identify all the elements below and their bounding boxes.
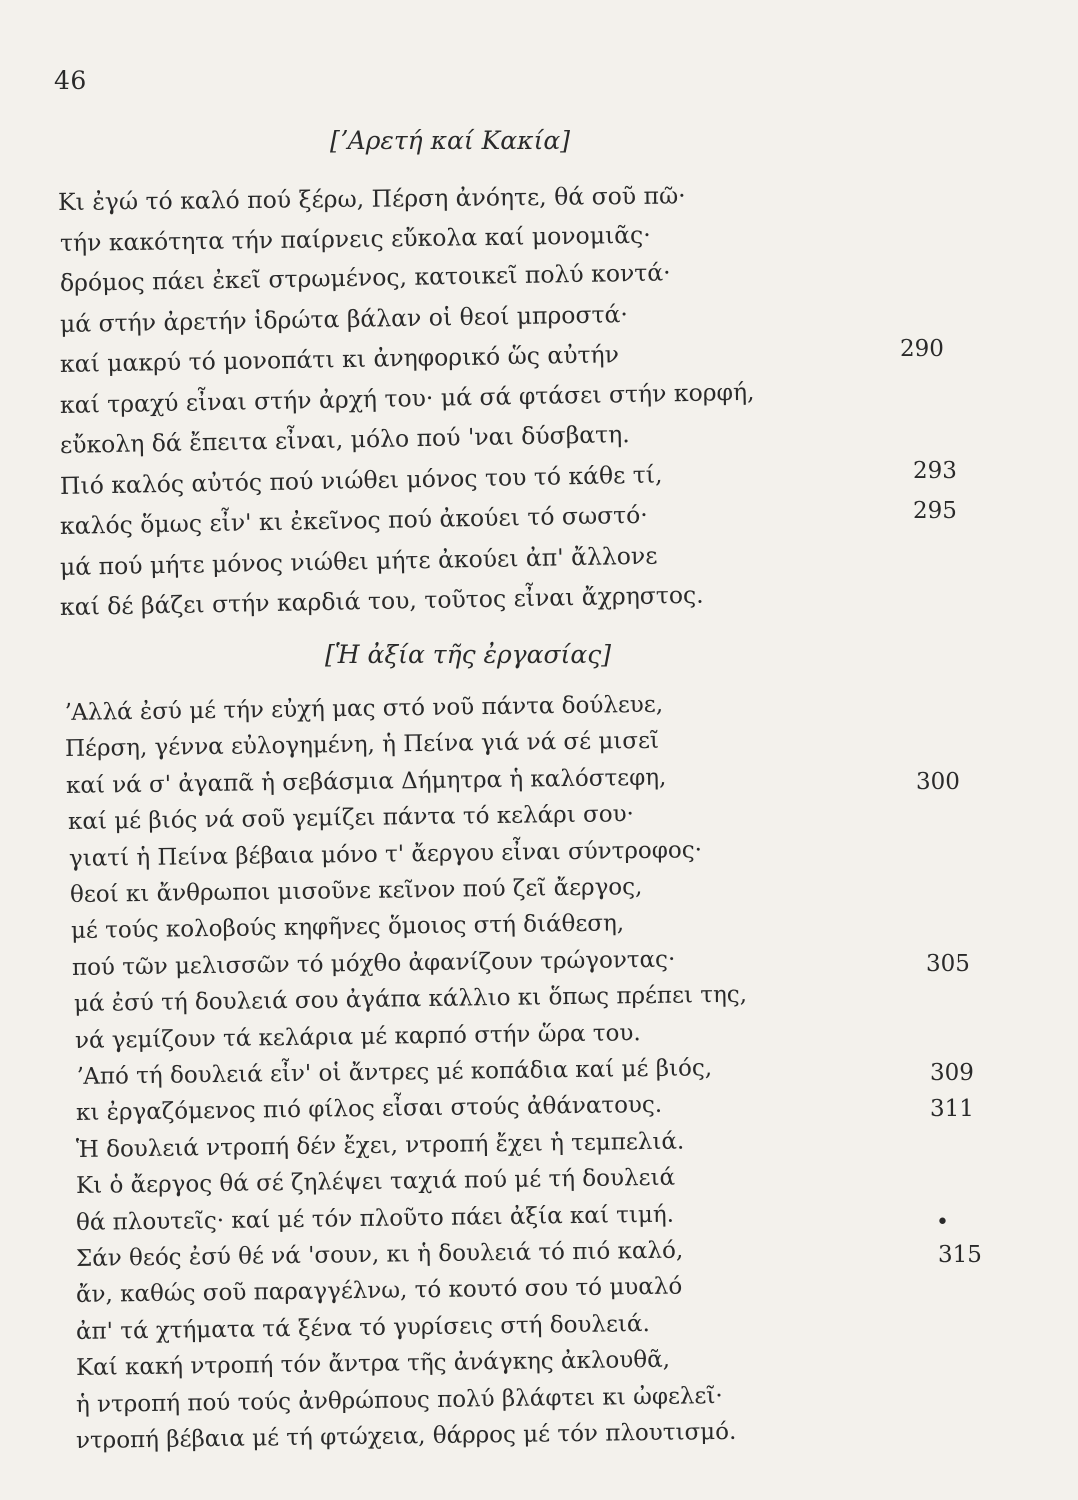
line-number: 309: [930, 1060, 974, 1086]
verse-line: Ἡ δουλειά ντροπή δέν ἔχει, ντροπή ἔχει ἡ τεμπελιά.: [75, 1128, 685, 1163]
verse-line: Καί κακή ντροπή τόν ἄντρα τῆς ἀνάγκης ἀκλουθᾶ,: [75, 1346, 671, 1382]
line-number: 300: [916, 768, 960, 795]
verse-line: καί νά σ' ἀγαπᾶ ἡ σεβάσμια Δήμητρα ἡ καλόστεφη,: [66, 764, 667, 799]
verse-line: θεοί κι ἄνθρωποι μισοῦνε κεῖνον πού ζεῖ ἄεργος,: [69, 874, 643, 908]
verse-line: καί μέ βιός νά σοῦ γεμίζει πάντα τό κελάρι σου·: [67, 801, 634, 836]
verse-line: ʼΑπό τή δουλειά εἶν' οἱ ἄντρες μέ κοπάδια καί μέ βιός,: [75, 1055, 713, 1090]
line-number: 295: [913, 498, 957, 524]
page-number: 46: [54, 66, 87, 95]
verse-line: καί τραχύ εἶναι στήν ἀρχή του· μά σά φτάσει στήν κορφή,: [59, 377, 755, 419]
verse-line: μά στήν ἀρετήν ἱδρώτα βάλαν οἱ θεοί μπροστά·: [59, 299, 629, 338]
verse-line: πού τῶν μελισσῶν τό μόχθο ἀφανίζουν τρώγοντας·: [72, 946, 676, 981]
verse-line: γιατί ἡ Πείνα βέβαια μόνο τ' ἄεργου εἶναι σύντροφος·: [68, 836, 702, 872]
verse-line: κι ἐργαζόμενος πιό φίλος εἶσαι στούς ἀθάνατους.: [75, 1092, 663, 1127]
line-number: 315: [938, 1242, 982, 1268]
section-heading-value-of-work: [Ἡ ἀξία τῆς ἐργασίας]: [325, 640, 611, 669]
verse-line: Πέρση, γέννα εὐλογημένη, ἡ Πείνα γιά νά σέ μισεῖ: [65, 728, 660, 763]
verse-line: μά ἐσύ τή δουλειά σου ἀγάπα κάλλιο κι ὅπως πρέπει της,: [73, 981, 747, 1018]
verse-line: νά γεμίζουν τά κελάρια μέ καρπό στήν ὥρα του.: [74, 1019, 641, 1054]
verse-line: ντροπή βέβαια μέ τή φτώχεια, θάρρος μέ τόν πλουτισμό.: [75, 1418, 737, 1454]
verse-line: τήν κακότητα τήν παίρνεις εὔκολα καί μονομιᾶς·: [59, 220, 651, 257]
verse-line: εὔκολη δά ἔπειτα εἶναι, μόλο πού 'ναι δύσβατη.: [59, 420, 630, 459]
verse-line: καί μακρύ τό μονοπάτι κι ἀνηφορικό ὥς αὐτήν: [59, 340, 620, 378]
verse-line: καλός ὅμως εἶν' κι ἐκεῖνος πού ἀκούει τό σωστό·: [59, 500, 649, 540]
section-heading-virtue-vice: [ʼΑρετή καί Κακία]: [329, 126, 571, 155]
margin-mark: •: [936, 1209, 949, 1235]
verse-line: ἡ ντροπή πού τούς ἀνθρώπους πολύ βλάφτει κι ὠφελεῖ·: [75, 1382, 723, 1418]
verse-line: Κι ἐγώ τό καλό πού ξέρω, Πέρση ἀνόητε, θά σοῦ πῶ·: [57, 181, 686, 216]
verse-line: Πιό καλός αὐτός πού νιώθει μόνος του τό κάθε τί,: [59, 459, 663, 500]
verse-line: μά πού μήτε μόνος νιώθει μήτε ἀκούει ἀπ' ἄλλονε: [59, 541, 658, 581]
verse-line: ἀπ' τά χτήματα τά ξένα τό γυρίσεις στή δουλειά.: [75, 1310, 650, 1345]
verse-line: μέ τούς κολοβούς κηφῆνες ὅμοιος στή διάθεση,: [71, 910, 625, 945]
verse-line: θά πλουτεῖς· καί μέ τόν πλοῦτο πάει ἀξία καί τιμή.: [75, 1201, 675, 1236]
line-number: 293: [913, 457, 957, 484]
verse-line: δρόμος πάει ἐκεῖ στρωμένος, κατοικεῖ πολύ κοντά·: [59, 258, 671, 297]
verse-line: ʼΑλλά ἐσύ μέ τήν εὐχή μας στό νοῦ πάντα δούλευε,: [63, 691, 664, 726]
verse-line: Σάν θεός ἐσύ θέ νά 'σουν, κι ἡ δουλειά τό πιό καλό,: [75, 1237, 684, 1272]
verse-line: ἄν, καθώς σοῦ παραγγέλνω, τό κουτό σου τό μυαλό: [75, 1273, 683, 1309]
verse-line: Κι ὁ ἄεργος θά σέ ζηλέψει ταχιά πού μέ τή δουλειά: [75, 1164, 676, 1200]
verse-line: καί δέ βάζει στήν καρδιά του, τοῦτος εἶναι ἄχρηστος.: [59, 580, 704, 621]
line-number: 290: [900, 336, 944, 362]
line-number: 305: [926, 950, 970, 977]
line-number: 311: [930, 1096, 974, 1123]
